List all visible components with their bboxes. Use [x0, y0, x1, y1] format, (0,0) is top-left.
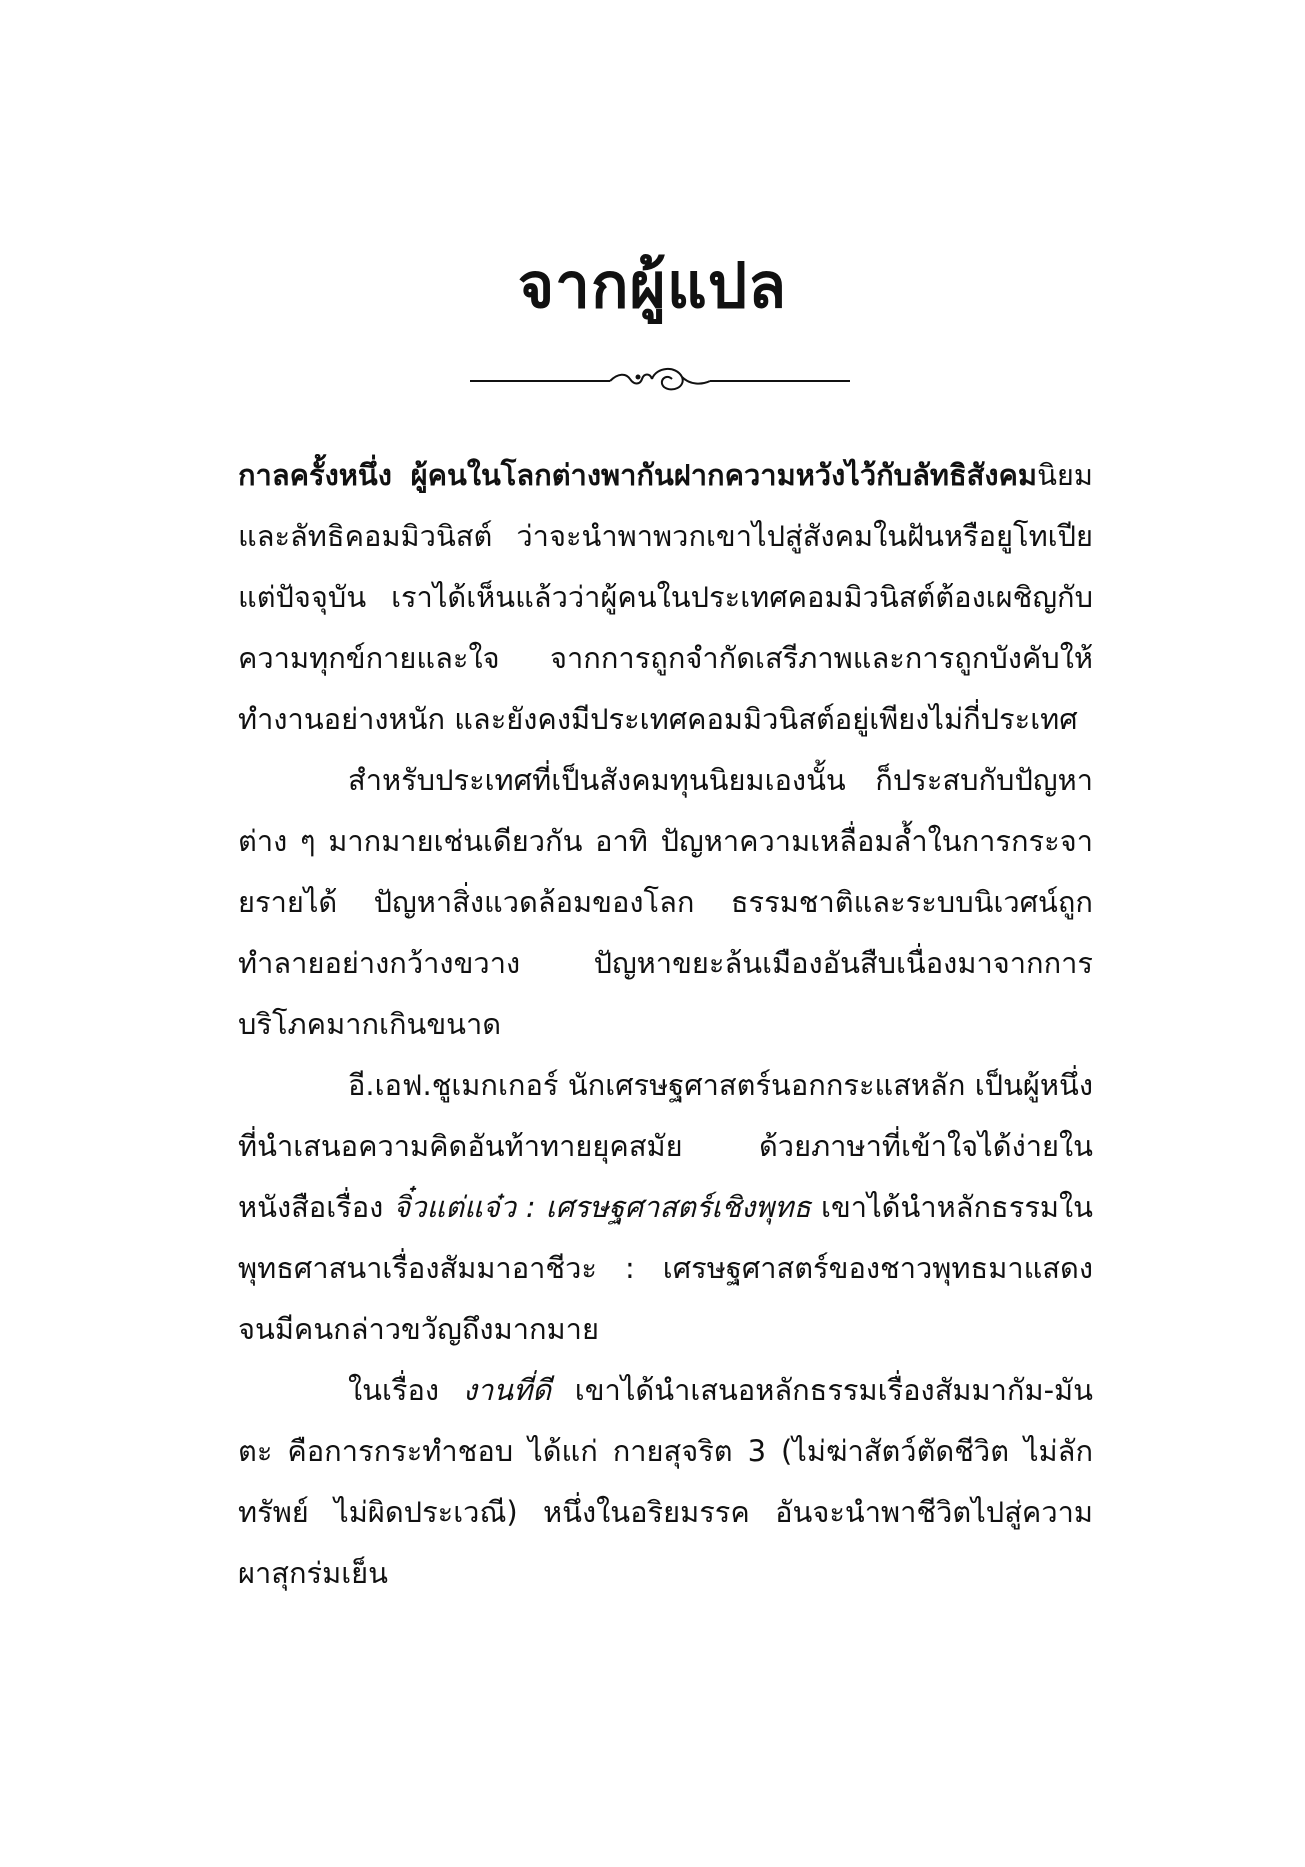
body-text [238, 445, 1093, 1604]
paragraph-2 [238, 750, 1093, 1055]
paragraph-4-text-before: ในเรื่อง [348, 1373, 463, 1407]
paragraph-3 [238, 1055, 1093, 1360]
paragraph-1 [238, 445, 1093, 750]
page-title: จากผู้แปล [517, 249, 788, 322]
book-title-good-work: งานที่ดี [462, 1373, 552, 1407]
paragraph-3-text-before: อี.เอฟ.ชูเมกเกอร์ นักเศรษฐศาสตร์นอกกระแสหลัก เป็นผู้หนึ่งที่นำเสนอความคิดอันท้าทายยุคสมัย ด้วยภาษาที่เข้าใจได้ง่ายในหนังสือเรื่อง [238, 1068, 1093, 1224]
paragraph-3-text-after: เขาได้นำหลักธรรมในพุทธศาสนาเรื่องสัมมาอาชีวะ : เศรษฐศาสตร์ของชาวพุทธมาแสดง จนมีคนกล่าวขวัญถึงมากมาย [238, 1190, 1093, 1346]
paragraph-2-text: สำหรับประเทศที่เป็นสังคมทุนนิยมเองนั้น ก็ประสบกับปัญหาต่าง ๆ มากมายเช่นเดียวกัน อาทิ ปัญหาความเหลื่อมล้ำในการกระจายรายได้ ปัญหาสิ่งแวดล้อมของโลก ธรรมชาติและระบบนิเวศน์ถูกทำลายอย่างกว้างขวาง ปัญหาขยะล้นเมืองอันสืบเนื่องมาจากการบริโภคมากเกินขนาด [238, 763, 1093, 1041]
paragraph-1-text: นิยมและลัทธิคอมมิวนิสต์ ว่าจะนำพาพวกเขาไปสู่สังคมในฝันหรือยูโทเปีย แต่ปัจจุบัน เราได้เห็นแล้วว่าผู้คนในประเทศคอมมิวนิสต์ต้องเผชิญกับความทุกข์กายและใจ จากการถูกจำกัดเสรีภาพและการถูกบังคับให้ทำงานอย่างหนัก และยังคงมีประเทศคอมมิวนิสต์อยู่เพียงไม่กี่ประเทศ [238, 458, 1093, 736]
flourish-divider-icon [470, 355, 850, 405]
paragraph-1-lead: กาลครั้งหนึ่ง ผู้คนในโลกต่างพากันฝากความหวังไว้กับลัทธิสังคม [238, 458, 1038, 492]
paragraph-4-text-after: เขาได้นำเสนอหลักธรรมเรื่องสัมมากัม-มันตะ คือการกระทำชอบ ได้แก่ กายสุจริต 3 (ไม่ฆ่าสัตว์ตัดชีวิต ไม่ลักทรัพย์ ไม่ผิดประเวณี) หนึ่งในอริยมรรค อันจะนำพาชีวิตไปสู่ความผาสุกร่มเย็น [238, 1373, 1093, 1590]
book-title-small-is-beautiful: จิ๋วแต่แจ๋ว : เศรษฐศาสตร์เชิงพุทธ [393, 1190, 812, 1224]
paragraph-4 [238, 1360, 1093, 1604]
